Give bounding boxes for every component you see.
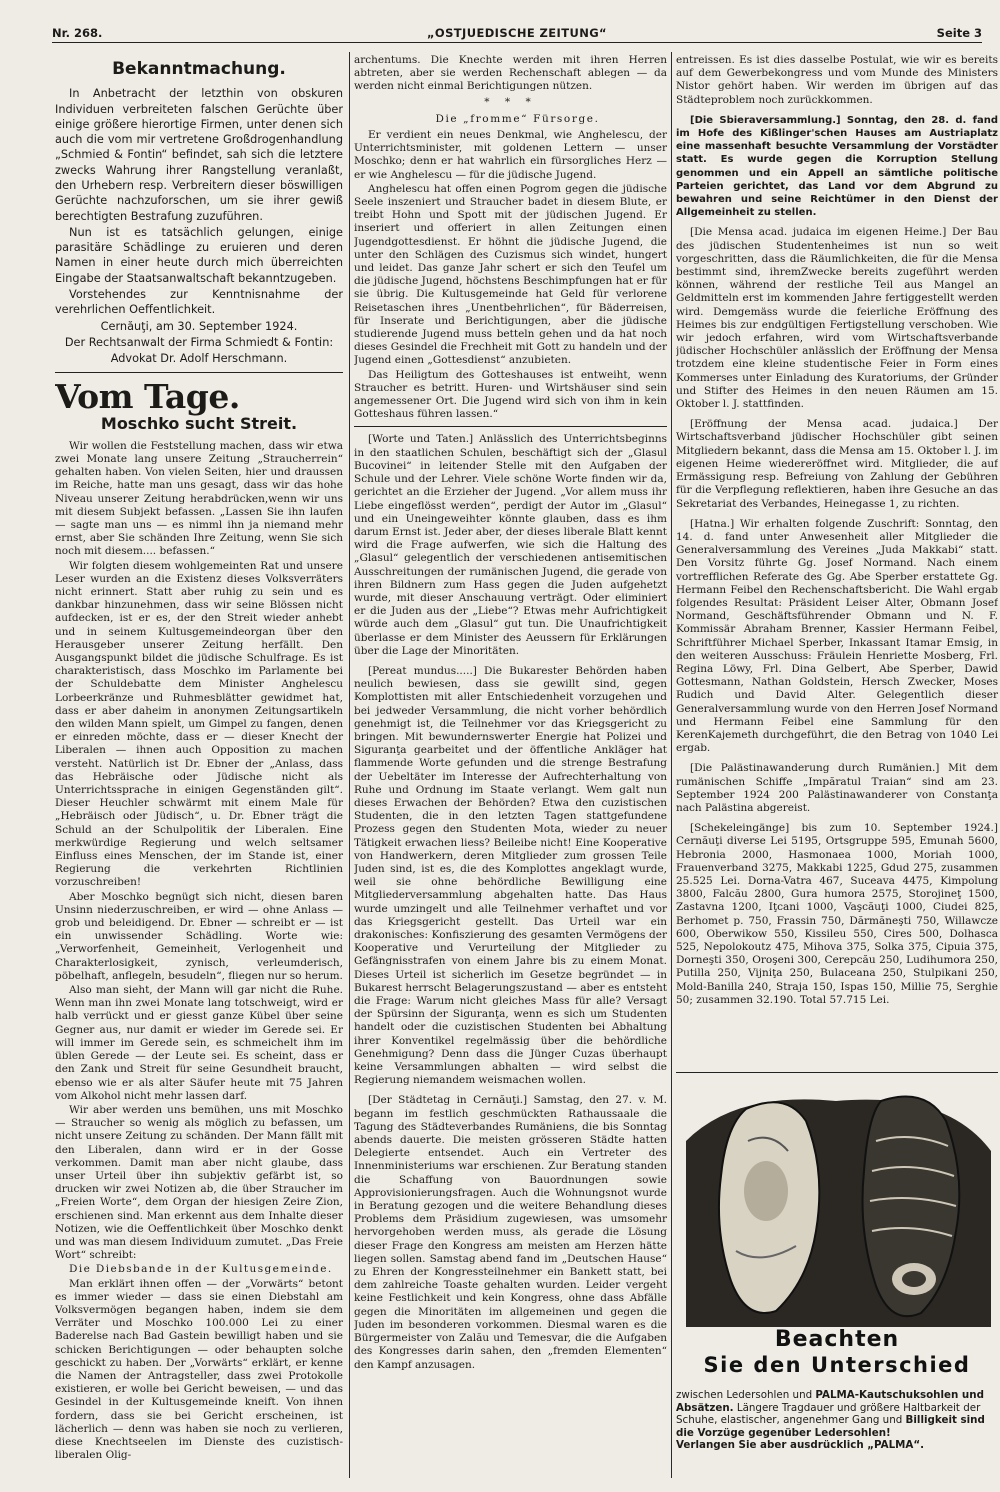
page-header: [52, 22, 982, 43]
article-paragraph: Wir aber werden uns bemühen, uns mit Moschko — Straucher so wenig als möglich zu befassen, um nicht unsere Zeitung zu schänden. Der Mann fällt mit den Liberalen, dann wird er in der Gosse verkommen. Damit man aber nicht glaube, dass unser Urteil über ihn subjektiv gefärbt ist, so drucken wir zwei Notizen ab, die über Straucher im „Freien Worte“, dem Organ der hiesigen Zeire Zion, erschienen sind. Man erkennt aus dem Inhalte dieser Notizen, wie die Oeffentlichkeit über Moschko denkt und was man diesem Individuum zumutet. „Das Freie Wort“ schreibt:: [55, 1103, 343, 1262]
news-item: [Schekeleingänge] bis zum 10. September 1924.] Cernăuţi diverse Lei 5195, Ortsgruppe 595, Emunah 5600, Hebronia 2000, Hasmonaea 1000, Moriah 1000, Frauenverband 3275, Makkabi 1225, Gdud 275, zusammen 25.525 Lei. Dorna-Vatra 467, Suceava 4475, Kimpolung 3800, Falcău 2800, Gura humora 2575, Storojineţ 1500, Zastavna 1200, Iţcani 1000, Vaşcăuţi 1000, Ciudei 825, Berhomet p. 750, Frassin 750, Dărmăneşti 750, Willawcze 600, Oberwikow 550, Kissileu 550, Cires 500, Dolhasca 525, Nepolokoutz 475, Mihova 375, Solka 375, Cipuia 375, Dorneşti 350, Oroşeni 300, Cerepcău 250, Ludihumora 250, Putilla 250, Vijniţa 250, Bulaceana 250, Stulpikani 250, Mold-Banilla 240, Straja 150, Ispas 150, Millie 75, Serghie 50; zusammen 32.190. Total 57.715 Lei.: [676, 822, 998, 1006]
column-divider: [671, 52, 672, 1478]
news-item: [Pereat mundus.....] Die Bukarester Behörden haben neulich bewiesen, dass sie gewillt sind, gegen Komplottisten mit aller Entschiedenheit vorzugehen und bei jedweder Versammlung, die nicht vorher behördlich genehmigt ist, die Teilnehmer vor das Kriegsgericht zu bringen. Mit bewundernswerter Energie hat Polizei und Siguranţa gearbeitet und der öffentliche Ankläger hat flammende Worte gefunden und die strenge Bestrafung der Uebeltäter im Interesse der Aufrechterhaltung von Ruhe und Ordnung im Staate verlangt. Wem galt nun dieses Erwachen der Behörden? Etwa den cuzistischen Studenten, die in den letzten Tagen stattgefundene Prozess gegen den Studenten Mota, wieder zu neuer Tätigkeit erwachen liess? Beileibe nicht! Eine Kooperative von Handwerkern, deren Mitglieder zum grossen Teile Juden sind, ist es, die des Komplottes angeklagt wurde, weil sie ohne behördliche Bewilligung eine Mitgliederversammlung abgehalten hatte. Das Haus wurde umzingelt und alle Teilnehmer verhaftet und vor das Kriegsgericht gestellt. Das Urteil war ein drakonisches: Konfiszierung des gesamten Vermögens der Kooperative und Verurteilung der Mitglieder zu Gefängnisstrafen von einem Jahre bis zu einem Monat. Dieses Urteil ist sicherlich im Gesetze begründet — in Bukarest herrscht Belagerungszustand — aber es entsteht die Frage: Warum nicht gleiches Mass für alle? Versagt der Spürsinn der Siguranţa, wenn es sich um Studenten handelt oder die cuzistischen Studenten bei Abhaltung ihrer Konventikel regelmässig über die behördliche Genehmigung? Denn dass die Jünger Cuzas überhaupt keine Versammlungen abhalten — wird selbst die Regierung niemandem weismachen wollen.: [354, 664, 667, 1087]
ad-headline: Sie den Unterschied: [703, 1353, 971, 1377]
article-title: Moschko sucht Streit.: [100, 413, 298, 433]
article-paragraph: archentums. Die Knechte werden mit ihren Herren abtreten, aber sie werden Rechenschaft ablegen — da werden nicht einmal Berichtigungen nützen.: [354, 54, 667, 93]
section-rule: [354, 426, 667, 427]
ad-call-to-action: Verlangen Sie aber ausdrücklich „PALMA“.: [676, 1439, 925, 1452]
quoted-headline: Die Diebsbande in der Kultusgemeinde.: [69, 1263, 333, 1276]
section-rule: [55, 372, 343, 373]
article-paragraph: Man erklärt ihnen offen — der „Vorwärts“ betont es immer wieder — dass sie einen Diebstahl am Volksvermögen begangen haben, indem sie dem Verräter und Moschko 100.000 Lei zu einer Baderelse nach Bad Gastein bewilligt haben und sie schicken Berichtigungen — oder behaupten solche geschickt zu haben. Der „Vorwärts“ erklärt, er kenne die Namen der Antragsteller, dass zwei Protokolle existieren, er wolle bei Gericht beweisen, — und das Gesindel in der Kultusgemeinde kneift. Von ihnen fordern, dass sie bei Gericht erscheinen, ist lächerlich — denn was haben sie noch zu verlieren, diese Knechtseelen im Dienste des cuzistisch-liberalen Olig-: [55, 1277, 343, 1462]
article-paragraph: Anghelescu hat offen einen Pogrom gegen die jüdische Seele inszeniert und Straucher badet in diesem Blute, er treibt Hohn und Spott mit der jüdischen Jugend. Er inseriert und offeriert in allen Zeitungen einen Jugendgottesdienst. Er höhnt die jüdische Jugend, die unter den Schlägen des Cuzismus sich windet, hungert und leidet. Das ganze Jahr schert er sich den Teufel um die jüdische Jugend, höchstens Beschimpfungen hat er für sie übrig. Die Kultusgemeinde hat Geld für verlorene Reisetaschen ihres „Unentbehrlichen“, für Bäderreisen, für Inserate und Berichtigungen, aber die jüdische studierende Jugend muss betteln gehen und da hat noch dieses Gesindel die Frechheit mit Gott zu handeln und der Jugend einen „Gottesdienst“ anzubieten.: [354, 182, 667, 367]
news-item: [Hatna.] Wir erhalten folgende Zuschrift: Sonntag, den 14. d. fand unter Anwesenheit aller Mitglieder die Generalversammlung des Vereines „Juda Makkabi“ statt. Den Vorsitz führte Gg. Josef Normand. Nach einem vortrefflichen Referate des Gg. Abe Sperber erstattete Gg. Hermann Feibel den Rechenschaftsbericht. Die Wahl ergab folgendes Resultat: Präsident Leiser Alter, Obmann Josef Normand, Geschäftsführender Obmann und N. F. Kommissär Abraham Brenner, Kassier Hermann Feibel, Schriftführer Michael Sperber, Inkassant Itamar Emsig, in den weiteren Ausschuss: Fräulein Henriette Mosberg, Frl. Regina Löwy, Frl. Dina Gelbert, Abe Sperber, Dawid Gottesmann, Nathan Goldstein, Hersch Zwecker, Moses Rudich und David Alter. Gelegentlich dieser Generalversammlung wurde von den Herren Josef Normand und Hermann Feibel eine Sammlung für den KerenKajemeth durchgeführt, die den Betrag von 1040 Lei ergab.: [676, 517, 998, 755]
announcement-paragraph: Nun ist es tatsächlich gelungen, einige parasitäre Schädlinge zu eruieren und deren Namen in einer heute durch mich überreichten Eingabe der Staatsanwaltschaft bekanntzugeben.: [55, 225, 343, 285]
ad-body-text: Längere Tragdauer und größere Haltbarkeit der Schuhe, elastischer, angenehmer Gang und: [676, 1401, 981, 1427]
article-paragraph: Das Heiligtum des Gotteshauses ist entweiht, wenn Straucher es betritt. Huren- und Wirtshäuser sind sein angemessener Ort. Die Jugend wird sich von ihm in kein Gotteshaus führen lassen.“: [354, 368, 667, 421]
separator-stars: * * *: [484, 95, 537, 108]
news-item: entreissen. Es ist dies dasselbe Postulat, wie wir es bereits auf dem Gewerbekongress und vom Munde des Ministers Nistor gehört haben. Wir werden im übrigen auf das Städteproblem noch zurückkommen.: [676, 54, 998, 106]
announcement-date: Cernăuţi, am 30. September 1924.: [100, 319, 298, 333]
news-item: [Worte und Taten.] Anlässlich des Unterrichtsbeginns in den staatlichen Schulen, beschäftigt sich der „Glasul Bucovinei“ in leitender Stelle mit den Aufgaben der Schule und der Lehrer. Viele schöne Worte finden wir da, gerichtet an die Erzieher der Jugend. „Vor allem muss ihr Liebe eingeflösst werden“, perdigt der Autor im „Glasul“ und ein Uneingeweihter könnte glauben, dass es ihm darum Ernst ist. Jeder aber, der dieses liberale Blatt kennt wird die Frage aufwerfen, wie sich die Haltung des „Glasul“ gelegentlich der verschiedenen antisemitischen Ausschreitungen der rumänischen Jugend, die gerade von ihren Bildnern zum Hass gegen die Juden aufgehetzt wurde, mit dieser Anschauung verträgt. Oder eliminiert er die Juden aus der „Liebe“? Etwas mehr Aufrichtigkeit würde auch dem „Glasul“ gut tun. Die Unaufrichtigkeit überlasse er dem Minister des Aeussern für Erklärungen über die Lage der Minoritäten.: [354, 433, 667, 657]
article-paragraph: Also man sieht, der Mann will gar nicht die Ruhe. Wenn man ihn zwei Monate lang totschweigt, wird er halb verrückt und er giesst ganze Kübel über seine Gegner aus, nur damit er wieder im Gerede sei. Er will immer im Gerede sein, es schmeichelt ihm im üblen Gerede — der Leute sei. Es scheint, dass er den Zank und Streit für seine Gesundheit braucht, ebenso wie er als alter Säufer heute mit 75 Jahren vom Alkohol nicht mehr lassen darf.: [55, 984, 343, 1102]
news-item: [Eröffnung der Mensa acad. judaica.] Der Wirtschaftsverband jüdischer Hochschüler gibt seinen Mitgliedern bekannt, dass die Mensa am 15. Oktober l. J. im eigenen Heime wiedereröffnet wird. Mitglieder, die auf Ermässigung resp. Befreiung von Zahlung der Gebühren für die Verpflegung reflektieren, haben ihre Gesuche an das Sekretariat des Verbandes, Heinegasse 1, zu richten.: [676, 418, 998, 510]
ad-emphasis: Billigkeit: [905, 1414, 957, 1427]
announcement-signature: Advokat Dr. Adolf Herschmann.: [110, 352, 288, 366]
palma-advertisement: [676, 1072, 998, 1473]
ad-headline: Beachten: [774, 1327, 900, 1352]
ad-brand: PALMA-Kautschuksohlen und Absätzen.: [676, 1389, 984, 1414]
article-paragraph: Wir wollen die Feststellung machen, dass wir etwa zwei Monate lang unsere Zeitung „Straucherrein“ gehalten haben. Von vielen Seiten, hier und draussen im Reiche, hatte man uns gesagt, dass wir das hohe Niveau unserer Zeitung herabdrücken,wenn wir uns mit diesem Subjekt befassen. „Lassen Sie ihn laufen — sagte man uns — es nimml ihn ja niemand mehr ernst, aber Sie schänden Ihre Zeitung, wenn Sie sich noch mit diesem.... befassen.“: [55, 439, 343, 558]
shoe-soles-illustration: [676, 1081, 998, 1327]
column-2: [354, 54, 667, 1478]
ad-emphasis: sind die Vorzüge gegenüber Ledersohlen!: [676, 1414, 985, 1439]
issue-number: Nr. 268.: [52, 26, 103, 40]
article-paragraph: Aber Moschko begnügt sich nicht, diesen baren Unsinn niederzuschreiben, er wird — ohne Anlass — grob und beleidigend. Dr. Ebner — schreibt er — ist ein unwissender Schädling. Worte wie: „Verworfenheit, Gemeinheit, Verlogenheit und Charakterlosigkeit, zynisch, verleumderisch, pöbelhaft, anflegeln, besudeln“, fliegen nur so herum.: [55, 890, 343, 982]
article-paragraph: Er verdient ein neues Denkmal, wie Anghelescu, der Unterrichtsminister, mit goldenen Lettern — unser Moschko; denn er hat wahrlich ein fürsorgliches Herz — er wie Anghelescu — für die jüdische Jugend.: [354, 129, 667, 181]
announcement-title: Bekanntmachung.: [112, 59, 286, 79]
announcement-signature: Der Rechtsanwalt der Firma Schmiedt & Fontin:: [64, 335, 334, 349]
article-paragraph: Wir folgten diesem wohlgemeinten Rat und unsere Leser wurden an die Existenz dieses Volksverräters nicht erinnert. Statt aber ruhig zu sein und es dankbar hinzunehmen, dass wir seine Blössen nicht aufdecken, ist er es, der den Streit wieder anhebt und in seinem Kultusgemeindeorgan über den Herausgeber unserer Zeitung herfällt. Den Ausgangspunkt bildet die jüdische Schulfrage. Es ist charakteristisch, dass Moschko im Parlamente bei der Schuldebatte dem Minister Anghelescu Lorbeerkränze und Ruhmesblätter gewidmet hat, dass er aber daheim in anonymen Zeitungsartikeln den wilden Mann spielt, um Gimpel zu fangen, denen er einreden möchte, dass er — dieser Knecht der Liberalen — ihnen auch Opposition zu machen versteht. Natürlich ist Dr. Ebner der „Anlass, dass das Hebräische oder Jüdische nicht als Unterrichtssprache in einigen Gegenständen gilt“. Dieser Heuchler schwärmt mit einem Male für „Hebräisch oder Jüdisch“, u. Dr. Ebner trägt die Schuld an der Schulpolitik der Liberalen. Eine merkwürdige Regierung und welch seltsamer Einfluss eines Menschen, der im Stande ist, einer Regierung die verkehrten Richtlinien vorzuschreiben!: [55, 559, 343, 889]
announcement: [55, 59, 343, 367]
page-number: Seite 3: [936, 26, 982, 40]
column-divider: [349, 52, 350, 1478]
section-title: Vom Tage.: [55, 376, 240, 416]
newspaper-name: „OSTJUEDISCHE ZEITUNG“: [426, 26, 608, 40]
announcement-paragraph: In Anbetracht der letzthin von obskuren Individuen verbreiteten falschen Gerüchte über einige größere hierortige Firmen, unter denen sich auch die vom mir vertretene Großdrogenhandlung „Schmied & Fontin“ befindet, sah sich die letztere zwecks Wahrung ihrer Rangstellung veranlaßt, den Urhebern resp. Verbreitern dieser böswilligen Gerüchte nachzuforschen, um sie ihrer gewiß berechtigten Bestrafung zuzuführen.: [55, 87, 343, 223]
news-item: [Die Mensa acad. judaica im eigenen Heime.] Der Bau des jüdischen Studentenheimes ist nun so weit vorgeschritten, dass die Räumlichkeiten, die für die Mensa bestimmt sind, ihremZwecke bereits zugeführt werden können, während der restliche Teil aus Mangel an Geldmitteln erst im kommenden Jahre fertiggestellt werden wird. Demgemäss wurde die feierliche Eröffnung des Heimes bis zur endgültigen Fertigstellung verschoben. Wie wir jedoch erfahren, wird vom Wirtschaftsverbande jüdischer Hochschüler anlässlich der Eröffnung der Mensa trotzdem eine kleine studentische Feier in Form eines Kommerses unter Einladung des Kuratoriums, der Gründer und Stifter des Heimes in den neuen Räumen am 15. Oktober l. J. stattfinden.: [676, 226, 998, 411]
news-item: [Der Städtetag in Cernăuţi.] Samstag, den 27. v. M. begann im festlich geschmückten Rathaussaale die Tagung des Städteverbandes Rumäniens, die bis Sonntag abends dauerte. Die meisten grösseren Städte hatten Delegierte entsendet. Auch ein Vertreter des Innenministeriums war erschienen. Zur Beratung standen die Schaffung von Bauordnungen sowie Approvisionierungsfragen. Auch die Wohnungsnot wurde in Beratung gezogen und die weitere Behandlung dieses Problems dem Präsidium zugewiesen, was umsomehr hervorgehoben werden muss, als gerade die Lösung dieser Frage den Kongress am meisten am Herzen hätte liegen sollen. Samstag abend fand im „Deutschen Hause“ zu Ehren der Kongressteilnehmer ein Bankett statt, bei dem zahlreiche Toaste gehalten wurden. Leider vergeht keine Festlichkeit und kein Kongress, ohne dass Abfälle gegen die Minoritäten im allgemeinen und gegen die Juden im besonderen vorkommen. Diesmal waren es die Bürgermeister von Zalău und Temesvar, die die Aufgaben des Kongresses darin sahen, den „fremden Elementen“ den Kampf anzusagen.: [354, 1094, 667, 1371]
news-item: [Die Palästinawanderung durch Rumänien.] Mit dem rumänischen Schiffe „Impăratul Traian“ sind am 23. September 1924 200 Palästinawanderer von Constanţa nach Palästina abgereist.: [676, 762, 998, 814]
subheading: Die „fromme“ Fürsorge.: [435, 112, 600, 125]
announcement-paragraph: Vorstehendes zur Kenntnisnahme der verehrlichen Oeffentlichkeit.: [55, 288, 343, 317]
news-item: [Die Sbieraversammlung.] Sonntag, den 28. d. fand im Hofe des Kißlinger'schen Hauses am Austriaplatz eine massenhaft besuchte Versammlung der Vorstädter statt. Es wurde gegen die Korruption Stellung genommen und ein Appell an sämtliche politische Parteien gerichtet, das Land vor dem Abgrund zu bewahren und seine Reichtümer in den Dienst der Allgemeinheit zu stellen.: [676, 114, 998, 219]
column-1: [55, 54, 343, 1478]
ad-body: [676, 1389, 998, 1452]
ad-body-text: zwischen Ledersohlen und: [676, 1389, 816, 1401]
